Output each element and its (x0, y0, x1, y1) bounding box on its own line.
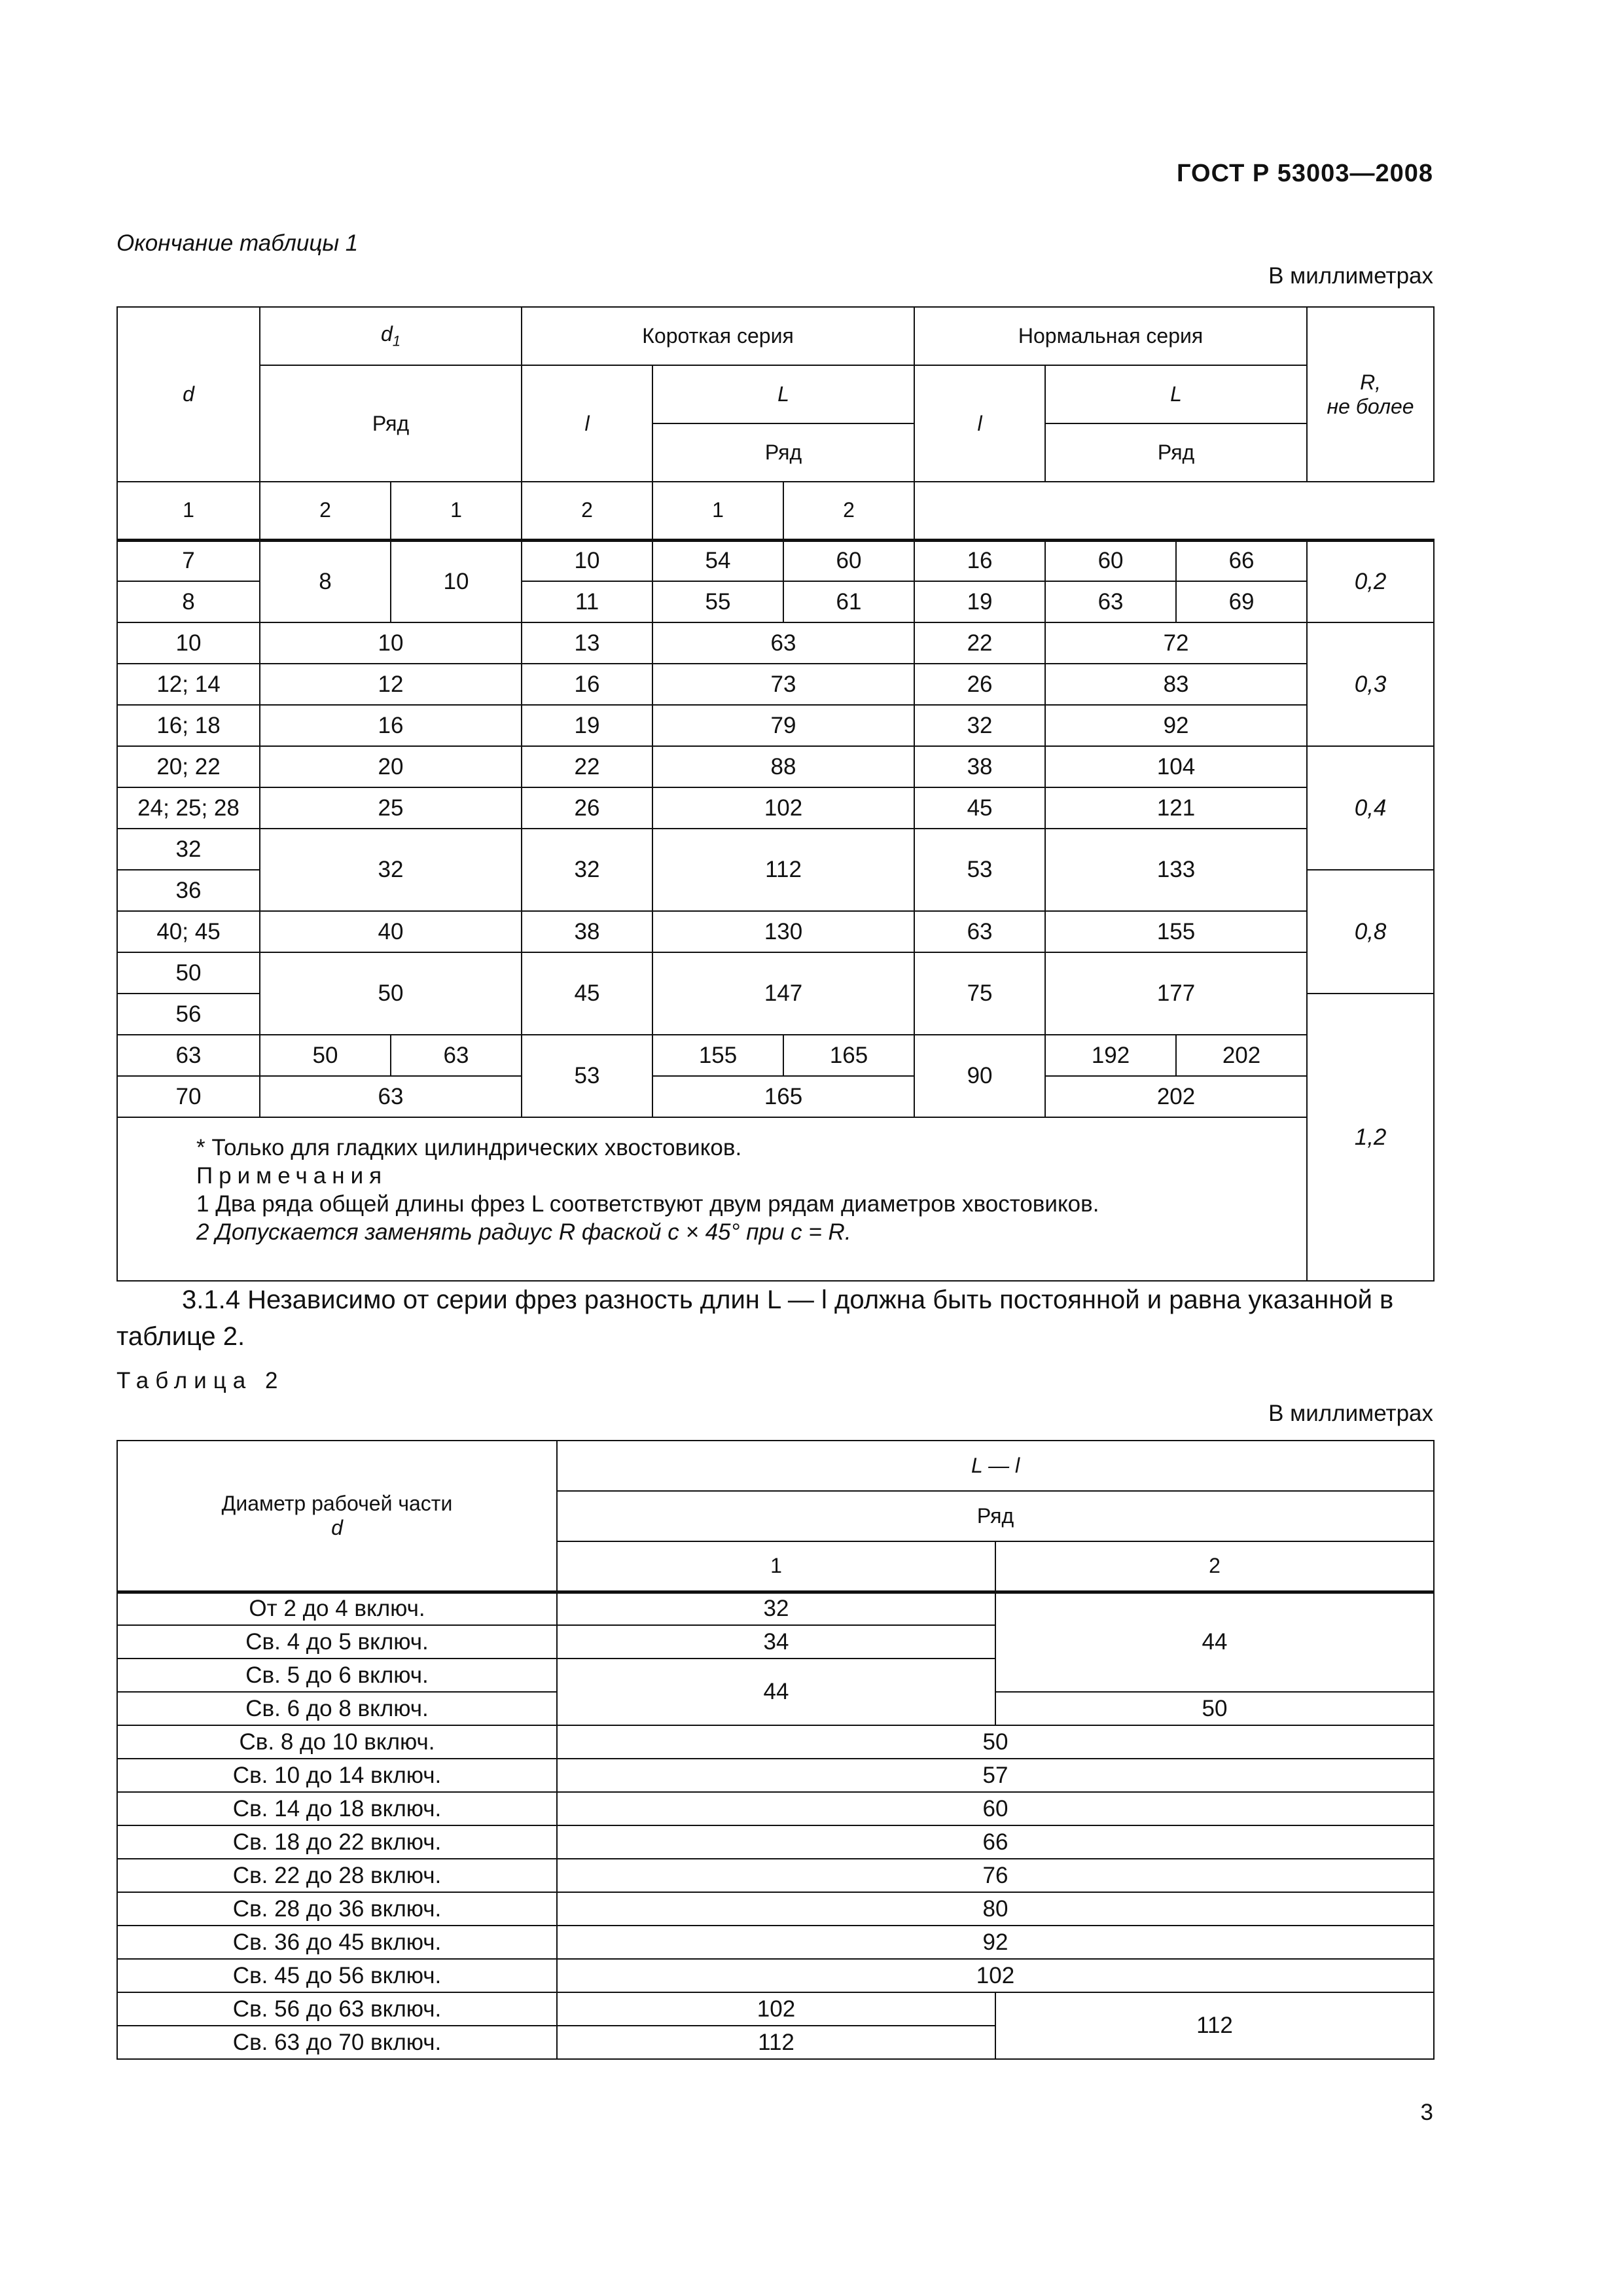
paragraph-3-1-4: 3.1.4 Независимо от серии фрез разность длин L — l должна быть постоянной и равна указанной в таблице 2. (116, 1285, 1394, 1351)
cell-diameter-range: Св. 22 до 28 включ. (117, 1859, 557, 1892)
cell-L-short: 165 (652, 1076, 914, 1117)
cell-d: 24; 25; 28 (117, 787, 260, 829)
cell-l-short: 32 (522, 829, 652, 911)
cell-L-short: 147 (652, 952, 914, 1035)
page-number: 3 (1420, 2100, 1433, 2125)
cell-d1: 25 (260, 787, 522, 829)
header-d1: $d_1$ (260, 307, 522, 365)
table-row (117, 1076, 1434, 1117)
table-row (117, 1892, 1434, 1926)
header-d1-row-1: 1 (117, 482, 260, 540)
header-d: d (117, 307, 260, 482)
cell-diameter-range: Св. 8 до 10 включ. (117, 1725, 557, 1759)
cell-L-short-2: 60 (783, 540, 914, 581)
cell-l-normal: 38 (914, 746, 1045, 787)
cell-L-normal-2: 69 (1176, 581, 1307, 622)
cell-R: 0,4 (1307, 746, 1434, 870)
table-row (117, 787, 1434, 829)
cell-d: 7 (117, 540, 260, 581)
cell-both-rows: 57 (557, 1759, 1434, 1792)
cell-L-normal: 121 (1045, 787, 1307, 829)
cell-d: 8 (117, 581, 260, 622)
header-row-1: 1 (557, 1541, 995, 1592)
header-row-2: 2 (995, 1541, 1434, 1592)
cell-R: 0,2 (1307, 540, 1434, 622)
cell-diameter-range: Св. 56 до 63 включ. (117, 1992, 557, 2026)
cell-diameter-range: От 2 до 4 включ. (117, 1592, 557, 1625)
table-row (117, 622, 1434, 664)
cell-diameter-range: Св. 36 до 45 включ. (117, 1926, 557, 1959)
table-row (117, 911, 1434, 952)
table-row (117, 1759, 1434, 1792)
header-L-short-row: Ряд (652, 423, 914, 482)
cell-row-2: 112 (995, 1992, 1434, 2059)
cell-R: 1,2 (1307, 994, 1434, 1281)
cell-d1: 50 (260, 952, 522, 1035)
cell-l-normal: 63 (914, 911, 1045, 952)
header-L-normal: L (1045, 365, 1307, 423)
table-row (117, 1725, 1434, 1759)
table1 (116, 306, 1435, 1282)
header-l-normal: l (914, 365, 1045, 482)
cell-L-normal: 133 (1045, 829, 1307, 911)
cell-L-short-2: 165 (783, 1035, 914, 1076)
cell-L-short-2: 61 (783, 581, 914, 622)
cell-l-short: 45 (522, 952, 652, 1035)
cell-L-normal: 202 (1045, 1076, 1307, 1117)
cell-diameter-range: Св. 10 до 14 включ. (117, 1759, 557, 1792)
header-L-minus-l: L — l (557, 1441, 1434, 1491)
cell-d: 40; 45 (117, 911, 260, 952)
cell-L-short: 79 (652, 705, 914, 746)
cell-R: 0,8 (1307, 870, 1434, 994)
cell-l-short: 19 (522, 705, 652, 746)
header-diameter: Диаметр рабочей части d (117, 1441, 557, 1592)
cell-d1: 63 (260, 1076, 522, 1117)
header-Ln-row-1: 1 (652, 482, 783, 540)
cell-d1: 20 (260, 746, 522, 787)
header-d1-row-2: 2 (260, 482, 391, 540)
cell-diameter-range: Св. 18 до 22 включ. (117, 1825, 557, 1859)
header-L-short: L (652, 365, 914, 423)
cell-L-short: 102 (652, 787, 914, 829)
cell-l-short: 53 (522, 1035, 652, 1117)
table-row (117, 952, 1434, 994)
cell-diameter-range: Св. 5 до 6 включ. (117, 1659, 557, 1692)
cell-L-normal-2: 202 (1176, 1035, 1307, 1076)
table2-caption: Таблица 2 (116, 1368, 285, 1393)
table-row (117, 1792, 1434, 1825)
cell-both-rows: 66 (557, 1825, 1434, 1859)
table1-notes (117, 1117, 1434, 1281)
cell-d: 20; 22 (117, 746, 260, 787)
table-row (117, 1035, 1434, 1076)
cell-d: 56 (117, 994, 260, 1035)
cell-row-1: 44 (557, 1659, 995, 1725)
cell-l-short: 16 (522, 664, 652, 705)
cell-d: 10 (117, 622, 260, 664)
cell-row-1: 32 (557, 1592, 995, 1625)
cell-row-1: 112 (557, 2026, 995, 2059)
cell-L-normal-1: 60 (1045, 540, 1176, 581)
cell-l-short: 13 (522, 622, 652, 664)
cell-l-normal: 75 (914, 952, 1045, 1035)
header-short-series: Короткая серия (522, 307, 914, 365)
table1-continuation-caption: Окончание таблицы 1 (116, 230, 359, 256)
cell-d1: 16 (260, 705, 522, 746)
cell-d1: 32 (260, 829, 522, 911)
cell-d: 36 (117, 870, 260, 911)
note-2: 2 Допускается заменять радиус R фаской c × 45° при c = R. (196, 1219, 851, 1245)
document-code: ГОСТ Р 53003—2008 (1177, 160, 1433, 187)
cell-L-short: 88 (652, 746, 914, 787)
table-row (117, 1825, 1434, 1859)
table-row (117, 1992, 1434, 2026)
cell-L-short-1: 55 (652, 581, 783, 622)
cell-d1-2: 10 (391, 540, 522, 622)
cell-d1: 10 (260, 622, 522, 664)
cell-L-short: 130 (652, 911, 914, 952)
footnote: * Только для гладких цилиндрических хвостовиков. (196, 1135, 742, 1160)
cell-d: 16; 18 (117, 705, 260, 746)
cell-L-normal: 104 (1045, 746, 1307, 787)
notes-title: Примечания (196, 1163, 388, 1189)
cell-l-normal: 26 (914, 664, 1045, 705)
table-row (117, 1592, 1434, 1625)
cell-l-normal: 32 (914, 705, 1045, 746)
cell-l-short: 11 (522, 581, 652, 622)
table-row (117, 829, 1434, 870)
cell-l-short: 38 (522, 911, 652, 952)
table-row (117, 1859, 1434, 1892)
cell-L-short: 112 (652, 829, 914, 911)
cell-l-normal: 19 (914, 581, 1045, 622)
cell-both-rows: 80 (557, 1892, 1434, 1926)
cell-d: 32 (117, 829, 260, 870)
cell-L-normal-2: 66 (1176, 540, 1307, 581)
table1-units: В миллиметрах (1268, 263, 1433, 289)
table-row (117, 1926, 1434, 1959)
header-row: Ряд (557, 1491, 1434, 1541)
cell-both-rows: 50 (557, 1725, 1434, 1759)
cell-row-2: 44 (995, 1592, 1434, 1692)
cell-R: 0,3 (1307, 622, 1434, 746)
header-d1-row: Ряд (260, 365, 522, 482)
cell-row-1: 34 (557, 1625, 995, 1659)
cell-both-rows: 76 (557, 1859, 1434, 1892)
cell-diameter-range: Св. 6 до 8 включ. (117, 1692, 557, 1725)
cell-d1: 40 (260, 911, 522, 952)
cell-row-1: 102 (557, 1992, 995, 2026)
note-1: 1 Два ряда общей длины фрез L соответствуют двум рядам диаметров хвостовиков. (196, 1191, 1099, 1217)
table-row (117, 664, 1434, 705)
cell-l-normal: 90 (914, 1035, 1045, 1117)
cell-L-normal-1: 192 (1045, 1035, 1176, 1076)
cell-L-normal: 92 (1045, 705, 1307, 746)
cell-diameter-range: Св. 14 до 18 включ. (117, 1792, 557, 1825)
table-row (117, 746, 1434, 787)
header-normal-series: Нормальная серия (914, 307, 1307, 365)
header-R: R, не более (1307, 307, 1434, 482)
cell-l-short: 10 (522, 540, 652, 581)
cell-d1-1: 8 (260, 540, 391, 622)
cell-l-normal: 16 (914, 540, 1045, 581)
cell-L-short-1: 155 (652, 1035, 783, 1076)
cell-d: 12; 14 (117, 664, 260, 705)
cell-L-normal: 155 (1045, 911, 1307, 952)
cell-d: 50 (117, 952, 260, 994)
cell-d: 63 (117, 1035, 260, 1076)
cell-row-2: 50 (995, 1692, 1434, 1725)
cell-l-normal: 45 (914, 787, 1045, 829)
table2-units: В миллиметрах (1268, 1401, 1433, 1426)
cell-l-normal: 53 (914, 829, 1045, 911)
cell-L-normal: 72 (1045, 622, 1307, 664)
cell-d1: 12 (260, 664, 522, 705)
table2 (116, 1440, 1435, 2060)
cell-L-normal: 83 (1045, 664, 1307, 705)
header-Ls-row-1: 1 (391, 482, 522, 540)
header-Ls-row-2: 2 (522, 482, 652, 540)
cell-L-short: 63 (652, 622, 914, 664)
cell-L-short: 73 (652, 664, 914, 705)
cell-d1-2: 63 (391, 1035, 522, 1076)
cell-diameter-range: Св. 28 до 36 включ. (117, 1892, 557, 1926)
cell-l-short: 26 (522, 787, 652, 829)
cell-both-rows: 60 (557, 1792, 1434, 1825)
cell-diameter-range: Св. 45 до 56 включ. (117, 1959, 557, 1992)
cell-d: 70 (117, 1076, 260, 1117)
header-L-normal-row: Ряд (1045, 423, 1307, 482)
cell-L-short-1: 54 (652, 540, 783, 581)
cell-L-normal: 177 (1045, 952, 1307, 1035)
header-l-short: l (522, 365, 652, 482)
cell-l-normal: 22 (914, 622, 1045, 664)
cell-L-normal-1: 63 (1045, 581, 1176, 622)
cell-diameter-range: Св. 4 до 5 включ. (117, 1625, 557, 1659)
table-row (117, 705, 1434, 746)
cell-diameter-range: Св. 63 до 70 включ. (117, 2026, 557, 2059)
header-Ln-row-2: 2 (783, 482, 914, 540)
cell-d1-1: 50 (260, 1035, 391, 1076)
table-row (117, 540, 1434, 581)
cell-both-rows: 92 (557, 1926, 1434, 1959)
cell-both-rows: 102 (557, 1959, 1434, 1992)
cell-l-short: 22 (522, 746, 652, 787)
table-row (117, 1959, 1434, 1992)
